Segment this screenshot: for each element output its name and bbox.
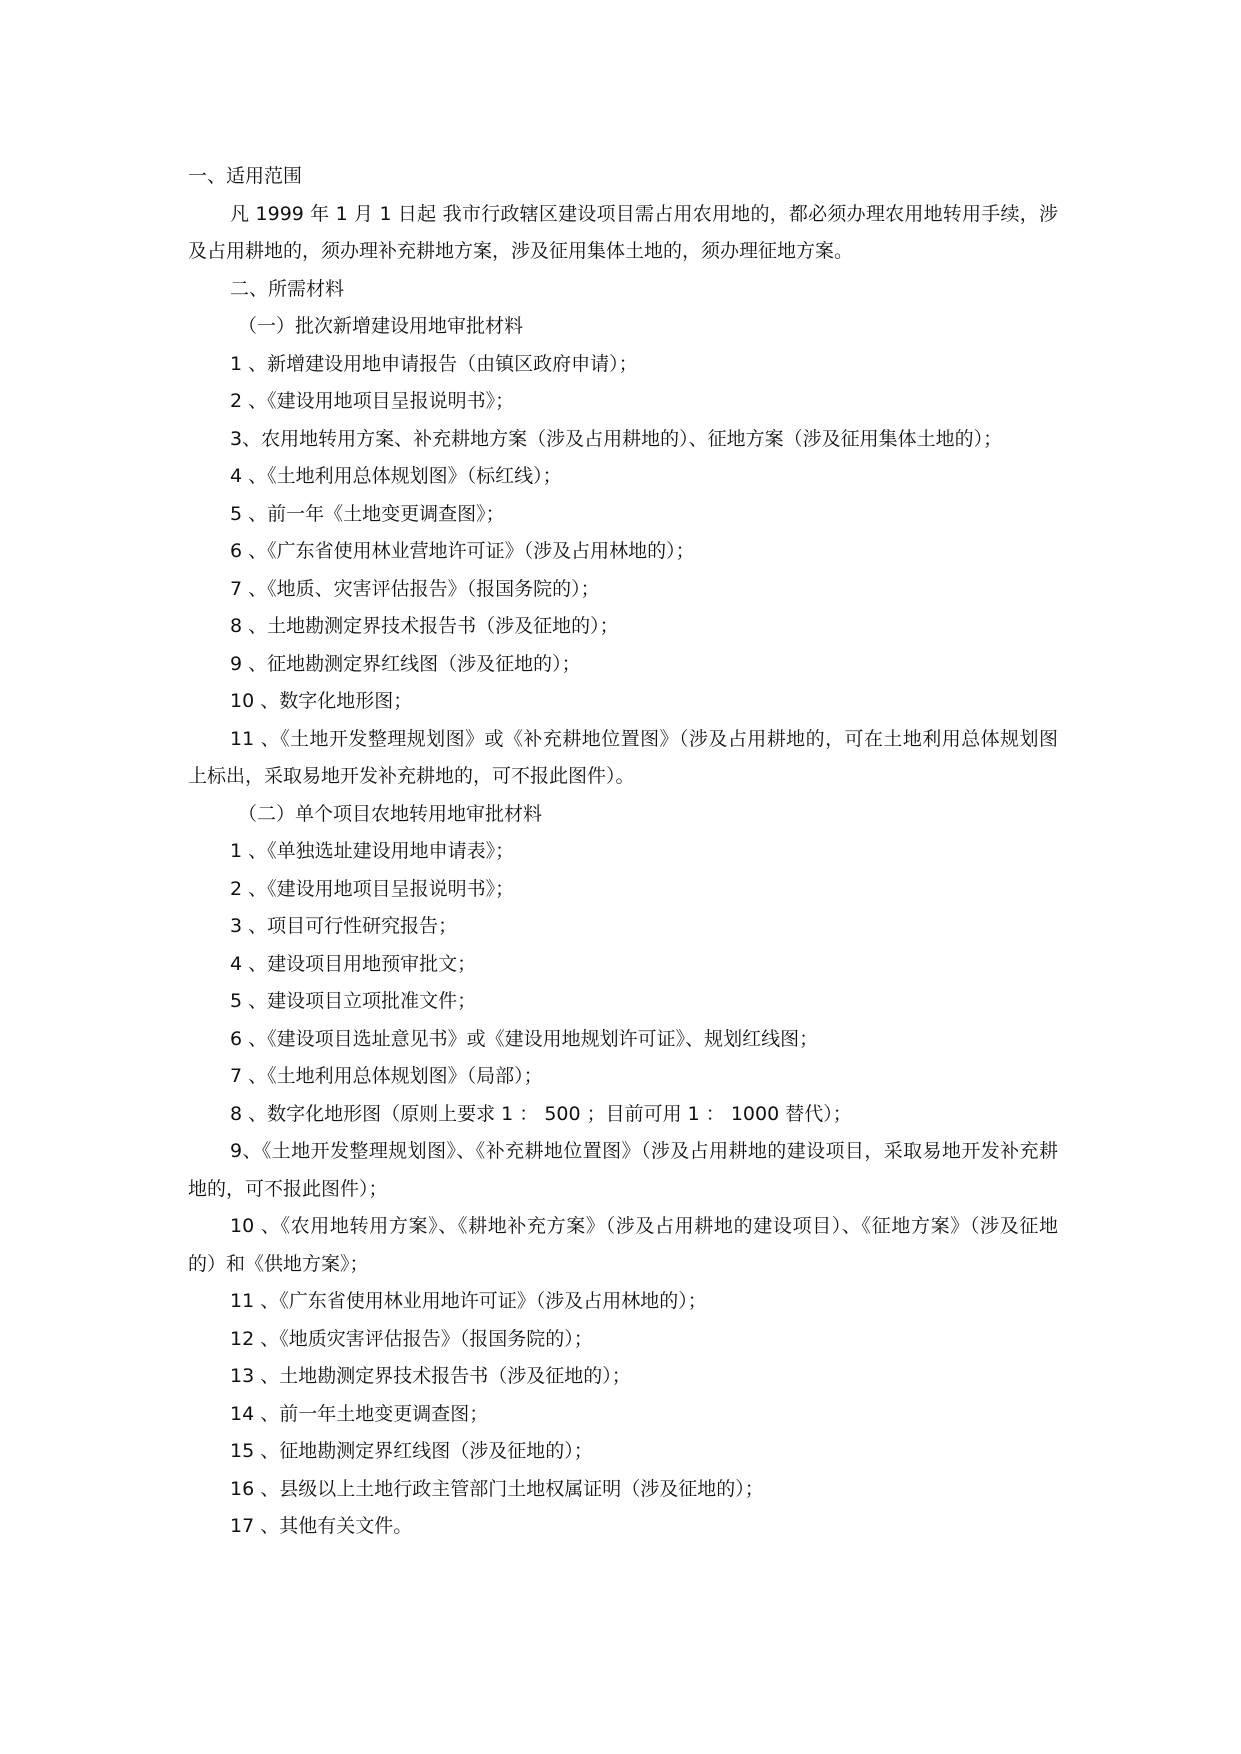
paragraph-line: 凡 1999 年 1 月 1 日起 我市行政辖区建设项目需占用农用地的，都必须办理农用地转用手续，涉及占用耕地的，须办理补充耕地方案，涉及征用集体土地的，须办理征地方案。 (188, 202, 1058, 262)
paragraph-line: 1 、新增建设用地申请报告（由镇区政府申请）； (230, 352, 638, 375)
paragraph-line: 8 、土地勘测定界技术报告书（涉及征地的）； (230, 615, 619, 637)
paragraph-line: 9、《土地开发整理规划图》、《补充耕地位置图》（涉及占用耕地的建设项目，采取易地开发补充耕地的，可不报此图件）； (188, 1140, 1058, 1200)
paragraph-line: 12 、《地质灾害评估报告》（报国务院的）； (230, 1327, 593, 1350)
section-heading: （二）单个项目农地转用地审批材料 (238, 802, 543, 825)
document-body (188, 158, 1058, 1546)
paragraph-line: 二、所需材料 (230, 277, 345, 300)
paragraph-line: 1 、《单独选址建设用地申请表》； (230, 840, 515, 862)
paragraph-line: 17 、其他有关文件。 (230, 1515, 413, 1537)
paragraph-line: 7 、《地质、灾害评估报告》（报国务院的）； (230, 577, 600, 600)
paragraph-line: 14 、前一年土地变更调查图； (230, 1402, 489, 1425)
paragraph-line: 4 、建设项目用地预审批文； (230, 952, 477, 975)
paragraph-line: 15 、征地勘测定界红线图（涉及征地的）； (230, 1440, 593, 1462)
paragraph-line: 13 、土地勘测定界技术报告书（涉及征地的）； (230, 1365, 631, 1387)
paragraph-line: 8 、数字化地形图（原则上要求 1 ： 500 ；目前可用 1 ： 1000 替代）； (230, 1102, 852, 1125)
paragraph-line: 2 、《建设用地项目呈报说明书》； (230, 390, 515, 412)
paragraph-line: 5 、前一年《土地变更调查图》； (230, 502, 505, 525)
paragraph-line: 5 、建设项目立项批准文件； (230, 990, 477, 1012)
paragraph-line: 10 、数字化地形图； (230, 690, 413, 712)
section-heading: （一）批次新增建设用地审批材料 (238, 315, 524, 337)
paragraph-line: 3 、项目可行性研究报告； (230, 915, 458, 937)
paragraph-line: 3、农用地转用方案、补充耕地方案（涉及占用耕地的）、征地方案（涉及征用集体土地的）； (230, 427, 1003, 450)
paragraph-line: 6 、《建设项目选址意见书》或《建设用地规划许可证》、规划红线图； (230, 1027, 819, 1050)
paragraph-line: 11 、《广东省使用林业用地许可证》（涉及占用林地的）； (230, 1290, 707, 1312)
paragraph-line: 2 、《建设用地项目呈报说明书》； (230, 877, 515, 900)
paragraph-line: 6 、《广东省使用林业营地许可证》（涉及占用林地的）； (230, 540, 695, 562)
paragraph-line: 7 、《土地利用总体规划图》（局部）； (230, 1065, 543, 1087)
paragraph-line: 4 、《土地利用总体规划图》（标红线）； (230, 465, 562, 487)
paragraph-line: 9 、征地勘测定界红线图（涉及征地的）； (230, 652, 581, 675)
paragraph-line: 11 、《土地开发整理规划图》或《补充耕地位置图》（涉及占用耕地的，可在土地利用总体规划图上标出，采取易地开发补充耕地的，可不报此图件）。 (188, 727, 1058, 787)
paragraph-line: 10 、《农用地转用方案》、《耕地补充方案》（涉及占用耕地的建设项目）、《征地方案》（涉及征地的）和《供地方案》； (188, 1215, 1058, 1275)
paragraph-line: 16 、县级以上土地行政主管部门土地权属证明（涉及征地的）； (230, 1477, 764, 1500)
section-heading: 一、适用范围 (188, 165, 303, 187)
